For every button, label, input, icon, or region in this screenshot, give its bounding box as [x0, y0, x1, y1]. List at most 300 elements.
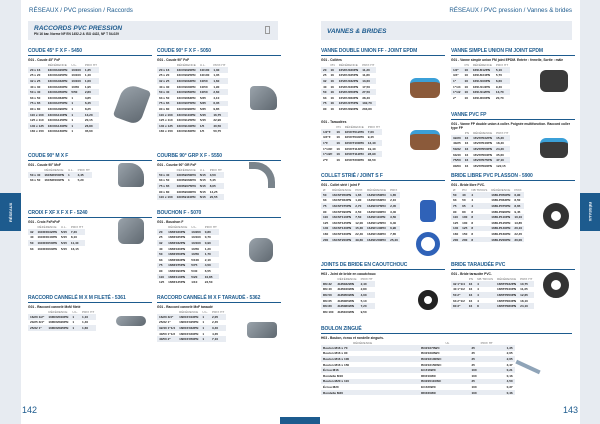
- section-title: BRIDE LIBRE PVC PLASSON - 5900: [451, 173, 575, 181]
- table-cell: 16VDU032PN: [338, 79, 359, 84]
- table-row: [28, 172, 92, 178]
- table-cell: 75: [157, 263, 166, 269]
- table-cell: 16RCF032PN: [179, 326, 199, 331]
- table-cell: 16RCM016PN: [48, 314, 69, 319]
- table-cell: 16VDT034PN: [344, 135, 364, 140]
- table-cell: 49,60: [355, 237, 364, 242]
- price-table: [451, 131, 510, 169]
- table-cell: 16VFP032PN: [471, 135, 494, 141]
- table-cell: 16JSF140PN: [365, 226, 388, 232]
- price-table: [157, 168, 224, 201]
- table-cell: 16BLP063PN: [491, 198, 511, 203]
- table-cell: 40: [323, 84, 327, 89]
- table-cell: 2,80: [83, 89, 99, 95]
- table-cell: 16CRA020PN: [47, 67, 68, 72]
- section-title: BRIDE TARAUDÉE PVC: [451, 262, 575, 270]
- table-cell: 7,65: [390, 232, 397, 237]
- table-cell: 16: [336, 157, 340, 162]
- table-cell: 16CRX040PN: [37, 235, 57, 240]
- table-cell: 8: [471, 232, 474, 237]
- table-cell: 16: [328, 101, 336, 107]
- table-cell: 16VDT200PN: [344, 157, 364, 162]
- section-tab-left[interactable]: RÉSEAUX: [0, 193, 21, 231]
- table-cell: 16SU100PN: [471, 78, 494, 84]
- table-cell: 16BTP032PN: [497, 281, 517, 286]
- banner-right: [321, 21, 572, 40]
- section-title: COUDE 45° F X F - 5450: [28, 48, 152, 56]
- table-cell: 122,15: [496, 163, 506, 168]
- table-row: [157, 84, 228, 90]
- table-cell: 5/25: [198, 101, 211, 107]
- section-title: VANNE PVC FP: [451, 112, 575, 120]
- table-row: [451, 141, 510, 147]
- table-cell: 16BLP090PN: [491, 209, 511, 214]
- table-row: [28, 89, 99, 95]
- table-cell: 16BF110PN: [166, 274, 189, 280]
- table-row: [28, 84, 99, 90]
- table-cell: 5/15: [60, 241, 67, 246]
- table-cell: 20,55: [208, 194, 224, 200]
- table-cell: 16: [336, 135, 340, 140]
- barbed-fitting-image: [116, 316, 146, 326]
- table-row: [157, 112, 228, 118]
- table-cell: 1: [202, 320, 205, 325]
- table-cell: 3/4"F: [323, 135, 331, 140]
- table-cell: 17,50: [362, 84, 370, 89]
- column-header: PRIX HT: [367, 124, 381, 129]
- table-cell: 40: [159, 246, 163, 251]
- table-cell: 25: [471, 362, 475, 367]
- table-cell: 16RCF040PN: [179, 331, 199, 336]
- table-cell: 16VDU063PN: [338, 95, 359, 100]
- section-tab-right[interactable]: RÉSEAUX: [580, 193, 600, 231]
- banner-subtitle: PN 16 bar. Norme NF EN 1452-2 & ISO 4422, NF T 54-029: [34, 32, 119, 36]
- table-cell: BOZ20110WC: [351, 379, 443, 385]
- table-cell: 20: [157, 229, 166, 235]
- table-cell: 16BTP063PN: [497, 298, 517, 303]
- table-cell: 2": [453, 95, 457, 100]
- column-header: U.L.: [71, 62, 78, 67]
- table-cell: 16CST110PN: [330, 214, 353, 220]
- table-cell: 16CRA040PN: [47, 84, 68, 89]
- column-header: U.L.: [199, 167, 206, 172]
- table-cell: 8,65: [512, 203, 524, 209]
- table-row: [157, 73, 228, 79]
- table-row: [321, 146, 382, 152]
- column-header: PRIX HT: [480, 340, 493, 345]
- table-cell: 90: [453, 209, 457, 214]
- banner-left: [28, 21, 278, 40]
- table-cell: 16CRA090PN: [47, 107, 68, 112]
- product-code-line: G01 - Raccord cannelé MxM fileté: [28, 304, 81, 309]
- table-cell: 1: [202, 331, 205, 336]
- table-cell: 110: [321, 214, 330, 220]
- table-cell: 5,10: [360, 298, 367, 303]
- table-cell: 75: [323, 101, 327, 106]
- table-cell: 25: [471, 351, 475, 356]
- table-cell: 22,40: [355, 232, 364, 237]
- table-cell: 16JSF125PN: [367, 220, 386, 225]
- table-cell: 10/50: [198, 78, 211, 84]
- table-cell: 10/100: [199, 67, 210, 72]
- table-row: [28, 112, 99, 118]
- table-cell: DN 65: [323, 298, 332, 303]
- column-header: NB TROUS: [471, 187, 488, 192]
- table-cell: 10/200: [191, 229, 201, 234]
- table-cell: 2,65: [479, 356, 515, 362]
- table-cell: 0,46: [479, 390, 515, 396]
- table-cell: 32 x 25: [157, 78, 175, 84]
- column-header: PRIX HT: [209, 167, 222, 172]
- table-cell: 1: [69, 112, 82, 118]
- column-header: RÉFÉRENCE: [473, 130, 493, 135]
- table-cell: 160: [323, 232, 329, 237]
- table-row: [451, 163, 510, 169]
- table-cell: 16BLP125PN: [491, 220, 511, 225]
- table-cell: 1: [71, 118, 74, 123]
- table-cell: 5/15: [199, 195, 206, 200]
- table-cell: 5/25: [199, 95, 206, 100]
- table-cell: 10/50: [191, 246, 200, 251]
- table-row: [451, 135, 510, 141]
- column-header: PRIX HT: [495, 62, 509, 67]
- table-cell: 16CRX032PN: [37, 229, 57, 234]
- column-header: U.L.: [202, 309, 209, 314]
- table-cell: 16SU114PN: [472, 84, 490, 89]
- table-row: [157, 314, 226, 320]
- table-cell: 40 1"1/2: [453, 287, 465, 292]
- column-header: RÉFÉRENCE: [332, 187, 352, 192]
- table-cell: 16CF9050PN: [175, 89, 198, 95]
- table-cell: 63: [323, 198, 327, 203]
- table-cell: 125: [159, 280, 165, 285]
- column-header: PRIX HT: [82, 309, 95, 314]
- price-table: [28, 168, 92, 184]
- table-cell: 10/50: [198, 89, 211, 95]
- table-row: [28, 240, 85, 246]
- table-row: [321, 237, 400, 243]
- table-cell: 16BLP140PN: [491, 226, 511, 231]
- price-table: [451, 63, 510, 101]
- table-cell: 50: [157, 251, 166, 257]
- table-cell: 16CF9140PN: [175, 123, 198, 129]
- table-cell: 16/20 1/2": [30, 314, 45, 319]
- product-code-line: G01 - Collées: [321, 57, 342, 62]
- table-cell: 16RCF050PN: [179, 337, 199, 342]
- table-cell: 16CRA025PN: [47, 73, 68, 78]
- table-cell: 1"1/2: [453, 90, 461, 95]
- table-cell: 1: [69, 101, 82, 107]
- table-cell: 1/2": [451, 67, 463, 73]
- barbed-fitting-f-image: [247, 322, 277, 338]
- table-cell: 10/50: [189, 251, 202, 257]
- table-cell: 3,40: [390, 209, 397, 214]
- table-cell: 16VFP090PN: [473, 163, 492, 168]
- table-cell: 5/15: [60, 246, 67, 251]
- table-cell: 16/20 3/4": [157, 314, 177, 320]
- table-cell: 5,70: [495, 73, 502, 78]
- product-code-line: G01 - Bouchon F: [157, 219, 184, 224]
- table-cell: 16CST075PN: [332, 204, 352, 209]
- column-header: U.L.: [60, 224, 67, 229]
- table-cell: 100: [443, 367, 478, 373]
- table-cell: 16CF9075PN: [175, 101, 198, 107]
- table-cell: 3,47: [506, 362, 513, 367]
- column-header: Ø: [453, 187, 456, 192]
- price-table: [321, 63, 376, 112]
- table-cell: 16: [464, 95, 468, 100]
- table-cell: 25/32 1": [28, 325, 46, 331]
- table-cell: 200: [462, 237, 468, 242]
- table-cell: 5/50: [69, 89, 82, 95]
- table-cell: 16VDT114PN: [344, 146, 364, 151]
- table-cell: 25: [443, 356, 478, 362]
- table-cell: 3,40: [210, 325, 226, 331]
- table-cell: 1"F: [321, 140, 334, 146]
- table-cell: 160: [453, 232, 459, 237]
- section-title: RACCORD CANNELÉ M X F TARAUDÉ - 5362: [157, 295, 281, 303]
- column-header: Ø: [323, 187, 326, 192]
- table-cell: 16: [336, 146, 340, 151]
- table-cell: 16BLP160PN: [491, 232, 511, 237]
- table-cell: 16BF075PN: [166, 263, 189, 269]
- column-header: U.L.: [191, 224, 197, 229]
- table-cell: 5,45: [209, 178, 216, 183]
- table-cell: 0,90: [203, 240, 219, 246]
- table-cell: 16: [334, 129, 342, 135]
- product-code-line: G01 - Raccord cannelé MxF taraudé: [157, 304, 213, 309]
- banner-title: RACCORDS PVC PRESSION: [34, 25, 123, 32]
- table-cell: 16: [464, 141, 469, 146]
- table-cell: 1,95: [84, 84, 91, 89]
- table-cell: 2,45: [388, 203, 400, 209]
- table-cell: 4: [477, 287, 479, 292]
- table-cell: 16SU012PN: [471, 67, 494, 73]
- table-row: [157, 331, 226, 337]
- table-cell: Boulon M16 x 150: [323, 362, 350, 367]
- table-row: [157, 67, 228, 73]
- price-table: [321, 341, 515, 396]
- table-cell: 90 x 80: [159, 189, 170, 194]
- price-table: [451, 188, 524, 243]
- table-cell: DN 40: [323, 287, 332, 292]
- table-cell: 1: [71, 95, 74, 100]
- banner-title: VANNES & BRIDES: [327, 28, 387, 35]
- table-cell: 140: [323, 226, 329, 231]
- table-cell: 38,40: [362, 95, 370, 100]
- table-cell: 2HB040WN: [337, 287, 355, 292]
- table-cell: 47,10: [494, 157, 510, 163]
- table-row: [157, 123, 228, 129]
- table-cell: 63/40: [453, 152, 461, 157]
- pvc-fp-valve-image: [540, 138, 568, 158]
- table-cell: 16BF063PN: [168, 257, 186, 262]
- table-cell: 16: [330, 95, 334, 100]
- table-cell: 32/40 1"1/4: [159, 326, 176, 331]
- table-cell: 20 x 16: [157, 67, 175, 73]
- column-header: U.L.: [199, 62, 206, 67]
- column-header: PN: [464, 62, 469, 67]
- table-row: [28, 129, 99, 135]
- table-cell: 16: [463, 157, 471, 163]
- table-cell: 16CRA050PN: [47, 90, 68, 95]
- table-cell: RDZ16WC: [421, 373, 437, 378]
- table-cell: 50 2": [451, 292, 467, 298]
- table-cell: 16CF9025PN: [176, 73, 196, 78]
- table-cell: 8: [469, 237, 489, 243]
- table-cell: 80: [462, 209, 466, 214]
- table-cell: 16CF9032PN: [175, 78, 198, 84]
- table-cell: 80 3": [451, 303, 467, 309]
- table-cell: 25,40: [390, 237, 398, 242]
- page-number-right: 143: [563, 405, 579, 415]
- table-row: [157, 189, 224, 195]
- table-row: [321, 309, 375, 315]
- table-cell: 16: [330, 107, 334, 112]
- table-cell: 125: [323, 220, 329, 225]
- table-row: [451, 157, 510, 163]
- table-cell: 40 x 30: [30, 84, 41, 89]
- page-number-left: 142: [22, 405, 38, 415]
- table-row: [321, 106, 376, 112]
- table-cell: 16BTP050PN: [497, 293, 517, 298]
- product-code-line: G01 - Courbe 90° GR FxF: [157, 162, 197, 167]
- table-cell: 35,60: [84, 129, 93, 134]
- table-cell: 16CRA032PN: [47, 79, 68, 84]
- table-row: [321, 135, 382, 141]
- section-title: COLLET STRIÉ / JOINT S F: [321, 173, 445, 181]
- table-cell: 16JSF160PN: [367, 232, 386, 237]
- table-cell: 8: [471, 220, 474, 225]
- table-cell: 2HB050WN: [336, 292, 359, 298]
- table-row: [451, 146, 510, 152]
- table-cell: 1/10: [191, 280, 198, 285]
- price-table: [451, 277, 534, 310]
- table-cell: 1,40: [84, 73, 91, 78]
- table-cell: 3/4": [453, 73, 459, 78]
- table-cell: 16CMF063PN: [44, 178, 64, 183]
- table-cell: 10/100: [191, 235, 201, 240]
- column-header: PRIX HT: [204, 224, 217, 229]
- table-row: [157, 172, 224, 178]
- price-table: [157, 310, 226, 343]
- table-cell: 10/50: [199, 84, 208, 89]
- table-cell: 16VFP050PN: [471, 146, 494, 152]
- table-cell: 19,40: [367, 146, 376, 151]
- table-cell: Écrou M20: [323, 385, 339, 390]
- table-cell: 5/15: [199, 189, 206, 194]
- table-cell: 26,80: [83, 123, 99, 129]
- table-cell: 16CB9090PN: [176, 189, 196, 194]
- table-cell: 13,70: [494, 89, 510, 95]
- table-cell: 16JSF090PN: [367, 209, 386, 214]
- breadcrumb-right: RÉSEAUX / PVC pression / Vannes & brides: [449, 7, 572, 14]
- table-cell: 16: [463, 135, 471, 141]
- column-header: RÉFÉRENCE: [337, 276, 357, 281]
- price-table: [321, 125, 382, 163]
- column-header: PN: [336, 124, 341, 129]
- table-cell: 16VDU075PN: [338, 101, 359, 106]
- table-cell: 0,70: [204, 235, 211, 240]
- table-cell: 16VFP075PN: [471, 157, 494, 163]
- table-cell: 16CST063PN: [332, 198, 352, 203]
- section-title: COUDE 90° M X F: [28, 153, 152, 161]
- table-cell: 2"F: [323, 157, 329, 162]
- table-cell: 16BLP050PN: [491, 192, 511, 197]
- table-cell: 18,10: [520, 298, 528, 303]
- table-cell: 25 x 20: [30, 73, 41, 78]
- table-cell: 110 x 100: [159, 195, 173, 200]
- table-cell: 40/25: [453, 141, 461, 146]
- table-cell: 16BF020PN: [166, 229, 189, 235]
- table-cell: 4: [477, 298, 479, 303]
- flange-collar-image: [420, 200, 436, 222]
- product-section: [321, 326, 572, 395]
- table-cell: 16: [463, 146, 471, 152]
- table-cell: 8,25: [84, 107, 91, 112]
- elbow-90-mf-image: [118, 163, 144, 187]
- table-cell: 4,35: [212, 331, 219, 336]
- table-cell: 2HB032WN: [336, 281, 359, 287]
- table-cell: 16CMF050PN: [44, 172, 64, 177]
- table-cell: 4: [475, 292, 495, 298]
- table-cell: 40: [30, 235, 34, 240]
- column-header: NB TROUS: [477, 276, 494, 281]
- table-cell: 125: [462, 226, 468, 231]
- column-header: PRIX HT: [70, 224, 84, 229]
- table-cell: 16CST140PN: [332, 226, 352, 231]
- table-cell: 5/15: [199, 118, 206, 123]
- table-cell: 50: [323, 90, 327, 95]
- table-cell: 1: [71, 107, 74, 112]
- table-cell: 5/15: [199, 184, 206, 189]
- table-cell: 3,50: [355, 209, 362, 214]
- table-row: [321, 129, 382, 135]
- table-cell: 0,37: [506, 385, 513, 390]
- table-row: [157, 336, 226, 342]
- table-cell: 28,90: [366, 151, 382, 157]
- section-title: COUDE 90° F X F - 5050: [157, 48, 281, 56]
- table-cell: 2,05: [506, 351, 513, 356]
- table-cell: 1,20: [204, 246, 211, 251]
- section-title: CROIX F XF X F X F - 5240: [28, 210, 152, 218]
- table-cell: 1: [71, 129, 74, 134]
- table-cell: 16,75: [211, 112, 227, 118]
- table-cell: 8,50: [514, 198, 521, 203]
- table-cell: 16BF125PN: [168, 280, 186, 285]
- table-cell: 1,60: [211, 78, 227, 84]
- table-cell: 16RCM020PN: [48, 320, 69, 325]
- page-edge-marker: [280, 417, 300, 424]
- product-code-line: H03 - Boulon, écrou et rondelle zingués.: [321, 335, 384, 340]
- table-cell: 35,60: [496, 152, 504, 157]
- table-cell: 4: [469, 192, 489, 198]
- table-cell: 63: [159, 257, 163, 262]
- table-row: [28, 123, 99, 129]
- table-cell: 5/15: [60, 229, 67, 234]
- table-cell: 200: [323, 237, 329, 242]
- column-header: PRIX HT: [362, 62, 375, 67]
- table-cell: 16: [328, 89, 336, 95]
- table-cell: 16CRA160PN: [47, 129, 68, 134]
- table-cell: 5/75: [189, 263, 202, 269]
- section-title: BOUCHON F - 5070: [157, 210, 281, 218]
- table-cell: 6,45: [83, 101, 99, 107]
- table-cell: 4: [471, 198, 474, 203]
- table-cell: 32: [323, 79, 327, 84]
- table-cell: DN 50: [321, 292, 336, 298]
- table-cell: 5/20: [189, 274, 202, 280]
